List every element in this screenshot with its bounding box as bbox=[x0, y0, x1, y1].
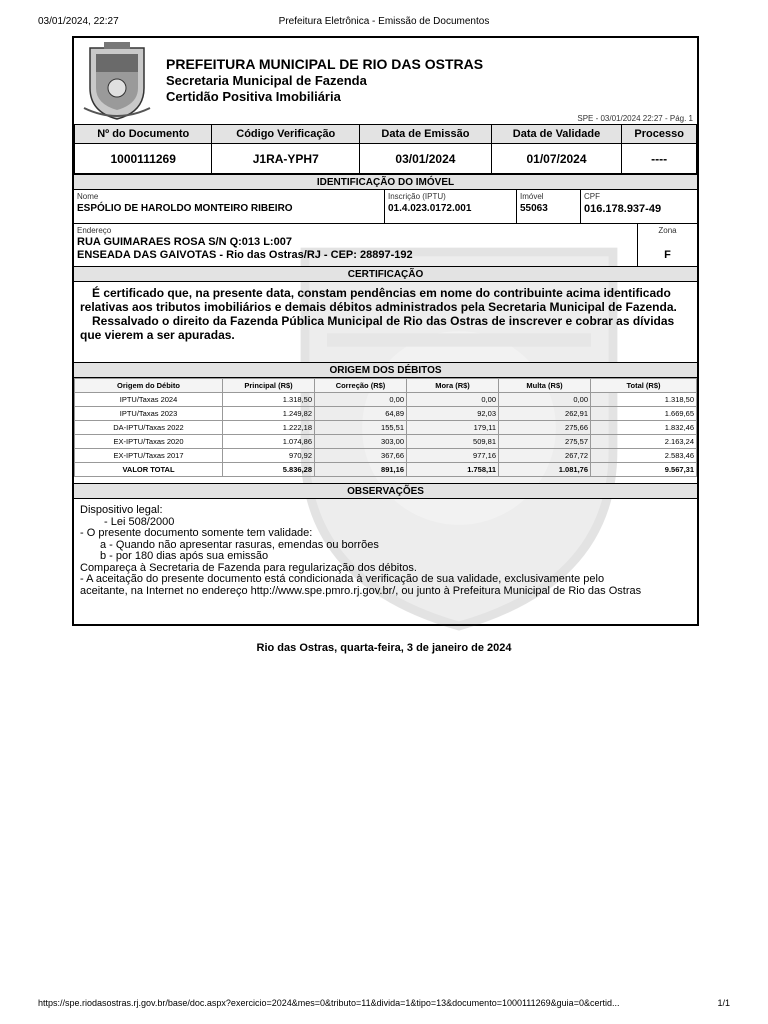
total-header: Total (R$) bbox=[591, 379, 697, 393]
fine-header: Multa (R$) bbox=[499, 379, 591, 393]
total-value: 1.318,50 bbox=[591, 393, 697, 407]
owner-field bbox=[74, 190, 384, 223]
certification-paragraph-2: Ressalvado o direito da Fazenda Pública Municipal de Rio das Ostras de inscrever e cobrar as dívidas que vierem a ser apuradas. bbox=[80, 314, 675, 342]
property-section-title: IDENTIFICAÇÃO DO IMÓVEL bbox=[74, 174, 697, 190]
department-title: Secretaria Municipal de Fazenda bbox=[166, 73, 367, 88]
correction-value: 155,51 bbox=[315, 421, 407, 435]
fine-value: 275,66 bbox=[499, 421, 591, 435]
correction-value: 64,89 bbox=[315, 407, 407, 421]
interest-value: 0,00 bbox=[407, 393, 499, 407]
property-id-field bbox=[516, 190, 580, 223]
table-row bbox=[75, 407, 697, 421]
property-id-value: 55063 bbox=[520, 203, 548, 214]
certification-text bbox=[74, 282, 697, 362]
debt-origin: EX-IPTU/Taxas 2020 bbox=[75, 435, 223, 449]
municipal-crest-icon bbox=[80, 42, 154, 122]
doc-number-header: Nº do Documento bbox=[75, 125, 212, 144]
table-row bbox=[75, 449, 697, 463]
zone-label: Zona bbox=[658, 226, 677, 235]
page-url: https://spe.riodasostras.rj.gov.br/base/doc.aspx?exercicio=2024&mes=0&tributo=11&divida=1&tipo=13&documento=1000111269&guia=0&certid... bbox=[38, 998, 620, 1008]
zone-value: F bbox=[664, 249, 671, 261]
verification-code-header: Código Verificação bbox=[212, 125, 360, 144]
table-row bbox=[75, 421, 697, 435]
fine-value: 0,00 bbox=[499, 393, 591, 407]
property-fields bbox=[74, 190, 697, 224]
cpf-value: 016.178.937-49 bbox=[584, 203, 662, 215]
fine-value: 262,91 bbox=[499, 407, 591, 421]
debts-section-title: ORIGEM DOS DÉBITOS bbox=[74, 362, 697, 378]
city-hall-title: PREFEITURA MUNICIPAL DE RIO DAS OSTRAS bbox=[166, 56, 484, 72]
debt-origin: EX-IPTU/Taxas 2017 bbox=[75, 449, 223, 463]
address-field bbox=[74, 224, 637, 266]
print-header bbox=[38, 16, 730, 30]
zone-field bbox=[637, 224, 697, 266]
debts-table bbox=[74, 378, 697, 477]
owner-value: ESPÓLIO DE HAROLDO MONTEIRO RIBEIRO bbox=[77, 203, 293, 214]
fine-total: 1.081,76 bbox=[499, 463, 591, 477]
debt-origin: IPTU/Taxas 2023 bbox=[75, 407, 223, 421]
validity-date-header: Data de Validade bbox=[491, 125, 622, 144]
principal-value: 970,92 bbox=[223, 449, 315, 463]
certification-section-title: CERTIFICAÇÃO bbox=[74, 266, 697, 282]
interest-header: Mora (R$) bbox=[407, 379, 499, 393]
table-row bbox=[75, 435, 697, 449]
total-value: 2.163,24 bbox=[591, 435, 697, 449]
obs-line: aceitante, na Internet no endereço http://www.spe.pmro.rj.gov.br/, ou junto à Prefeitura Municipal de Rio das Ostras bbox=[80, 584, 642, 597]
obs-line: - A aceitação do presente documento está condicionada à verificação de sua validade, exclusivamente pelo bbox=[80, 573, 605, 585]
correction-total: 891,16 bbox=[315, 463, 407, 477]
total-row bbox=[75, 463, 697, 477]
document-info-table bbox=[74, 124, 697, 174]
obs-line: Dispositivo legal: bbox=[80, 504, 163, 516]
property-id-label: Imóvel bbox=[520, 192, 544, 201]
obs-line: - O presente documento somente tem validade: bbox=[80, 527, 313, 539]
interest-value: 977,16 bbox=[407, 449, 499, 463]
principal-value: 1.249,82 bbox=[223, 407, 315, 421]
owner-label: Nome bbox=[77, 192, 99, 201]
certificate-document bbox=[72, 36, 699, 626]
verification-code-value: J1RA-YPH7 bbox=[212, 144, 360, 174]
issue-date-line: Rio das Ostras, quarta-feira, 3 de janeiro de 2024 bbox=[256, 642, 512, 654]
debt-origin: IPTU/Taxas 2024 bbox=[75, 393, 223, 407]
principal-value: 1.318,50 bbox=[223, 393, 315, 407]
interest-value: 92,03 bbox=[407, 407, 499, 421]
correction-value: 0,00 bbox=[315, 393, 407, 407]
process-header: Processo bbox=[622, 125, 697, 144]
cpf-field bbox=[580, 190, 697, 223]
obs-line: b - por 180 dias após sua emissão bbox=[100, 550, 269, 562]
validity-date-value: 01/07/2024 bbox=[491, 144, 622, 174]
cpf-label: CPF bbox=[584, 192, 600, 201]
obs-line: a - Quando não apresentar rasuras, emendas ou borrões bbox=[100, 538, 379, 551]
document-header bbox=[74, 38, 697, 124]
principal-header: Principal (R$) bbox=[223, 379, 315, 393]
total-label: VALOR TOTAL bbox=[75, 463, 223, 477]
debt-origin-header: Origem do Débito bbox=[75, 379, 223, 393]
principal-value: 1.222,18 bbox=[223, 421, 315, 435]
observations-section-title: OBSERVAÇÕES bbox=[74, 483, 697, 499]
principal-total: 5.836,28 bbox=[223, 463, 315, 477]
interest-value: 179,11 bbox=[407, 421, 499, 435]
fine-value: 275,57 bbox=[499, 435, 591, 449]
address-label: Endereço bbox=[77, 226, 112, 235]
interest-total: 1.758,11 bbox=[407, 463, 499, 477]
doc-number-value: 1000111269 bbox=[75, 144, 212, 174]
total-value: 1.669,65 bbox=[591, 407, 697, 421]
certificate-type-title: Certidão Positiva Imobiliária bbox=[166, 89, 341, 104]
observations-text bbox=[74, 499, 697, 603]
page-number: 1/1 bbox=[717, 998, 730, 1008]
correction-value: 367,66 bbox=[315, 449, 407, 463]
print-page-title: Prefeitura Eletrônica - Emissão de Documentos bbox=[278, 16, 490, 27]
fine-value: 267,72 bbox=[499, 449, 591, 463]
debt-origin: DA-IPTU/Taxas 2022 bbox=[75, 421, 223, 435]
address-line1: RUA GUIMARAES ROSA S/N Q:013 L:007 bbox=[77, 236, 292, 248]
address-line2: ENSEADA DAS GAIVOTAS - Rio das Ostras/RJ - CEP: 28897-192 bbox=[77, 249, 413, 261]
spe-stamp: SPE - 03/01/2024 22:27 - Pág. 1 bbox=[577, 114, 693, 123]
registration-field bbox=[384, 190, 516, 223]
registration-value: 01.4.023.0172.001 bbox=[388, 203, 472, 214]
certification-paragraph-1: É certificado que, na presente data, constam pendências em nome do contribuinte acima identificado relativas aos tributos imobiliários e demais débitos administrados pela Secretaria Municipal de Fazenda. bbox=[80, 286, 677, 314]
total-value: 2.583,46 bbox=[591, 449, 697, 463]
grand-total: 9.567,31 bbox=[591, 463, 697, 477]
principal-value: 1.074,86 bbox=[223, 435, 315, 449]
correction-value: 303,00 bbox=[315, 435, 407, 449]
issue-date-value: 03/01/2024 bbox=[360, 144, 492, 174]
total-value: 1.832,46 bbox=[591, 421, 697, 435]
issue-date-header: Data de Emissão bbox=[360, 125, 492, 144]
correction-header: Correção (R$) bbox=[315, 379, 407, 393]
registration-label: Inscrição (IPTU) bbox=[388, 192, 446, 201]
obs-line: Compareça à Secretaria de Fazenda para regularização dos débitos. bbox=[80, 561, 417, 574]
process-value: ---- bbox=[622, 144, 697, 174]
table-row bbox=[75, 393, 697, 407]
print-datetime: 03/01/2024, 22:27 bbox=[38, 16, 119, 27]
interest-value: 509,81 bbox=[407, 435, 499, 449]
address-fields bbox=[74, 224, 697, 266]
obs-line: - Lei 508/2000 bbox=[104, 515, 175, 528]
